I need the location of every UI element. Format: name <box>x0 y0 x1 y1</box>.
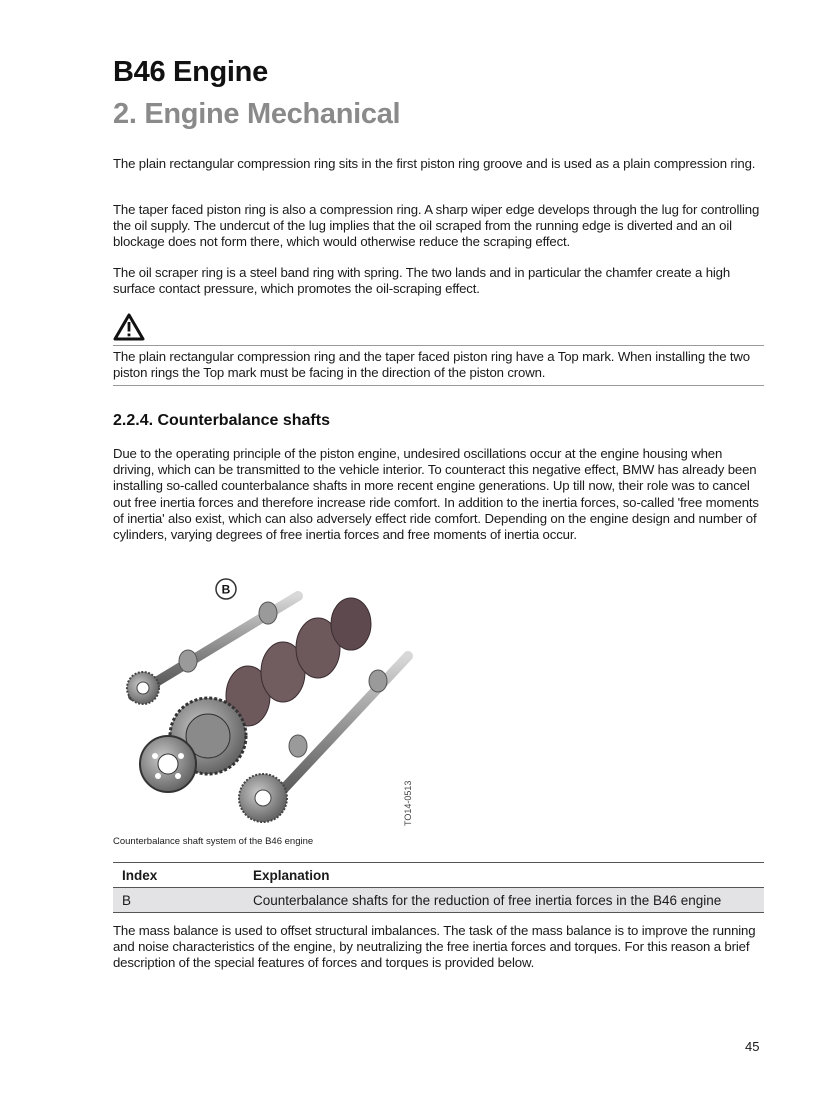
warning-triangle-icon <box>113 313 145 341</box>
counterbalance-shaft-illustration <box>113 576 423 832</box>
warning-rule-top <box>113 345 764 346</box>
table-header-index: Index <box>113 863 244 888</box>
table-header-row <box>113 863 764 888</box>
table-row <box>113 888 764 913</box>
paragraph-mass-balance: The mass balance is used to offset structural imbalances. The task of the mass balance is to improve the running and noise characteristics of the engine, by neutralizing the free inertia forces and torques. For this reason a brief description of the special features of forces and torques is provided below. <box>113 923 756 971</box>
warning-text: The plain rectangular compression ring and the taper faced piston ring have a Top mark. When installing the two piston rings the Top mark must be facing in the direction of the piston crown. <box>113 349 750 381</box>
image-code: TO14-0513 <box>403 780 413 826</box>
warning-rule-bottom <box>113 385 764 386</box>
figure-caption: Counterbalance shaft system of the B46 engine <box>113 836 314 847</box>
document-title: B46 Engine <box>113 56 268 88</box>
paragraph-taper-ring: The taper faced piston ring is also a compression ring. A sharp wiper edge develops through the lug for controlling the oil supply. The undercut of the lug implies that the oil scraped from the running edge is diverted and an oil blockage does not form there, which would otherwise reduce the scraping effect. <box>113 202 760 250</box>
paragraph-compression-ring: The plain rectangular compression ring sits in the first piston ring groove and is used as a plain compression ring. <box>113 156 756 171</box>
table-header-explanation: Explanation <box>244 863 764 888</box>
index-table <box>113 862 764 913</box>
page-number: 45 <box>745 1039 760 1054</box>
callout-label: B <box>221 582 231 597</box>
section-heading: 2.2.4. Counterbalance shafts <box>113 412 330 429</box>
section-intro: Due to the operating principle of the piston engine, undesired oscillations occur at the engine housing when driving, which can be transmitted to the vehicle interior. To counteract this negative effect, BMW has already been installing so-called counterbalance shafts in more recent engine generations. Up till now, their role was to cancel out free inertia forces and therefore increase ride comfort. In addition to the inertia forces, so-called 'free moments of inertia' also exist, which can also adversely effect ride comfort. Depending on the engine design and number of cylinders, varying degrees of free inertia forces and free moments of inertia occur. <box>113 446 759 543</box>
paragraph-oil-scraper: The oil scraper ring is a steel band ring with spring. The two lands and in particular the chamfer create a high surface contact pressure, which promotes the oil-scraping effect. <box>113 265 731 297</box>
table-cell-index: B <box>113 888 244 913</box>
callout-b <box>216 579 236 599</box>
chapter-title: 2. Engine Mechanical <box>113 98 401 130</box>
table-cell-explanation: Counterbalance shafts for the reduction of free inertia forces in the B46 engine <box>244 888 764 913</box>
